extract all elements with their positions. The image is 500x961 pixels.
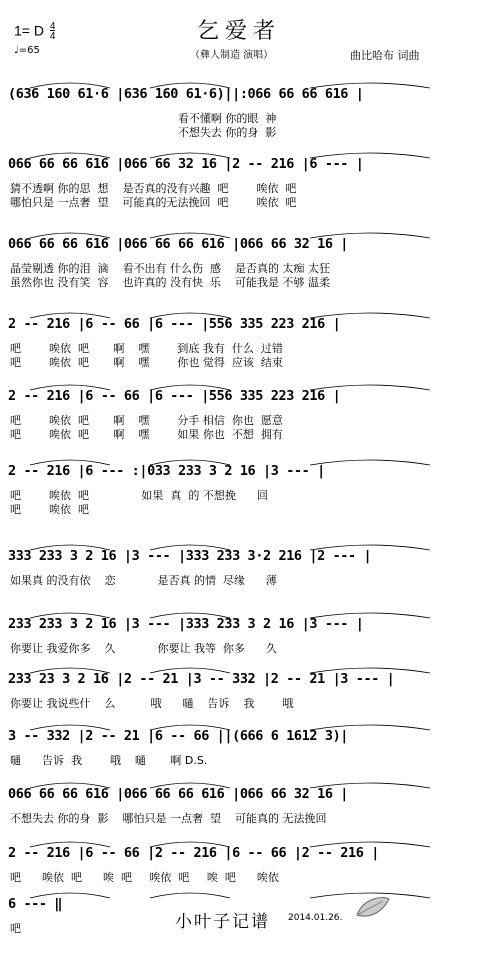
lyric-line: 吧 唉依 吧 唉 吧 唉依 吧 唉 吧 唉依	[10, 871, 279, 884]
notation-line: 2 -- 216 |6 -- 66 |6 --- |556 335 223 216 |	[8, 316, 341, 332]
lyric-line: 吧 唉依 吧 如果 真 的 不想挽 回	[10, 489, 268, 502]
slur-marks	[10, 380, 490, 392]
time-signature	[50, 22, 56, 42]
notation-line: 333 233 3 2 16 |3 --- |333 233 3·2 216 |2 --- |	[8, 548, 372, 564]
lyric-line: 如果真 的没有依 恋 是否真 的情 尽缘 薄	[10, 574, 277, 587]
slur-marks	[10, 148, 490, 160]
notation-line: 233 23 3 2 16 |2 -- 21 |3 -- 332 |2 -- 21 |3 --- |	[8, 671, 395, 687]
notation-line: (636 160 61·6 |636 160 61·6)||:066 66 66 616 |	[8, 86, 364, 102]
lyric-line: 吧 唉依 吧 啊 嘿 你也 觉得 应该 结束	[10, 356, 283, 369]
notation-line: 2 -- 216 |6 -- 66 |2 -- 216 |6 -- 66 |2 -- 216 |	[8, 845, 379, 861]
notation-line: 2 -- 216 |6 --- :|033 233 3 2 16 |3 --- |	[8, 463, 325, 479]
time-numerator: 4	[49, 21, 56, 32]
notation-line: 2 -- 216 |6 -- 66 |6 --- |556 335 223 216 |	[8, 388, 341, 404]
slur-marks	[10, 720, 490, 732]
slur-marks	[10, 608, 490, 620]
lyric-line: 吧 唉依 吧 啊 嘿 到底 我有 什么 过错	[10, 342, 283, 355]
notation-line: 6 --- ‖	[8, 896, 63, 912]
performer-subtitle: （彝人制造 演唱）	[190, 50, 274, 61]
lyric-line: 你要让 我爱你多 久 你要让 我等 你多 久	[10, 642, 277, 655]
slur-marks	[10, 888, 490, 900]
song-title: 乞爱者	[197, 19, 282, 44]
lyric-line: 虽然你也 没有笑 容 也许真的 没有快 乐 可能我是 不够 温柔	[10, 276, 330, 289]
lyric-line: 吧 唉依 吧	[10, 503, 89, 516]
notation-line: 233 233 3 2 16 |3 --- |333 233 3 2 16 |3 --- |	[8, 616, 364, 632]
time-denominator: 4	[49, 31, 56, 42]
lyric-line: 不想失去 你的身 影	[10, 126, 277, 139]
key-signature	[14, 22, 55, 42]
slur-marks	[10, 308, 490, 320]
lyric-line: 不想失去 你的身 影 哪怕只是 一点奢 望 可能真的 无法挽回	[10, 812, 327, 825]
lyric-line: 看不懂啊 你的眼 神	[10, 112, 277, 125]
tempo-marking: ♩=65	[14, 45, 40, 56]
lyric-line: 吧 唉依 吧 啊 嘿 分手 相信 你也 愿意	[10, 414, 283, 427]
transcription-date: 2014.01.26.	[288, 913, 343, 923]
notation-line: 066 66 66 616 |066 66 66 616 |066 66 32 16 |	[8, 786, 349, 802]
slur-marks	[10, 228, 490, 240]
lyric-line: 你要让 我说些什 么 哦 嗵 告诉 我 哦	[10, 697, 294, 710]
slur-marks	[10, 455, 490, 467]
lyric-line: 哪怕只是 一点奢 望 可能真的无法挽回 吧 唉依 吧	[10, 196, 297, 209]
lyric-line: 吧 唉依 吧 啊 嘿 如果 你也 不想 拥有	[10, 428, 283, 441]
lyric-line: 猜不透啊 你的思 想 是否真的没有兴趣 吧 唉依 吧	[10, 182, 297, 195]
slur-marks	[10, 78, 490, 90]
lyric-line: 晶莹剔透 你的泪 滴 看不出有 什么伤 感 是否真的 太痴 太狂	[10, 262, 330, 275]
slur-marks	[10, 540, 490, 552]
slur-marks	[10, 778, 490, 790]
lyric-line: 吧	[10, 922, 21, 935]
notation-line: 066 66 66 616 |066 66 32 16 |2 -- 216 |6 --- |	[8, 156, 364, 172]
key-text: 1= D	[14, 22, 44, 39]
lyric-line: 嗵 告诉 我 哦 嗵 啊 D.S.	[10, 754, 208, 767]
leaf-logo	[353, 893, 393, 923]
transcriber-signature: 小叶子记谱	[175, 912, 270, 932]
composer-credits: 曲比哈布 词曲	[350, 49, 420, 62]
notation-line: 3 -- 332 |2 -- 21 |6 -- 66 ||(666 6 1612 3)|	[8, 728, 349, 744]
notation-line: 066 66 66 616 |066 66 66 616 |066 66 32 16 |	[8, 236, 349, 252]
slur-marks	[10, 837, 490, 849]
slur-marks	[10, 663, 490, 675]
